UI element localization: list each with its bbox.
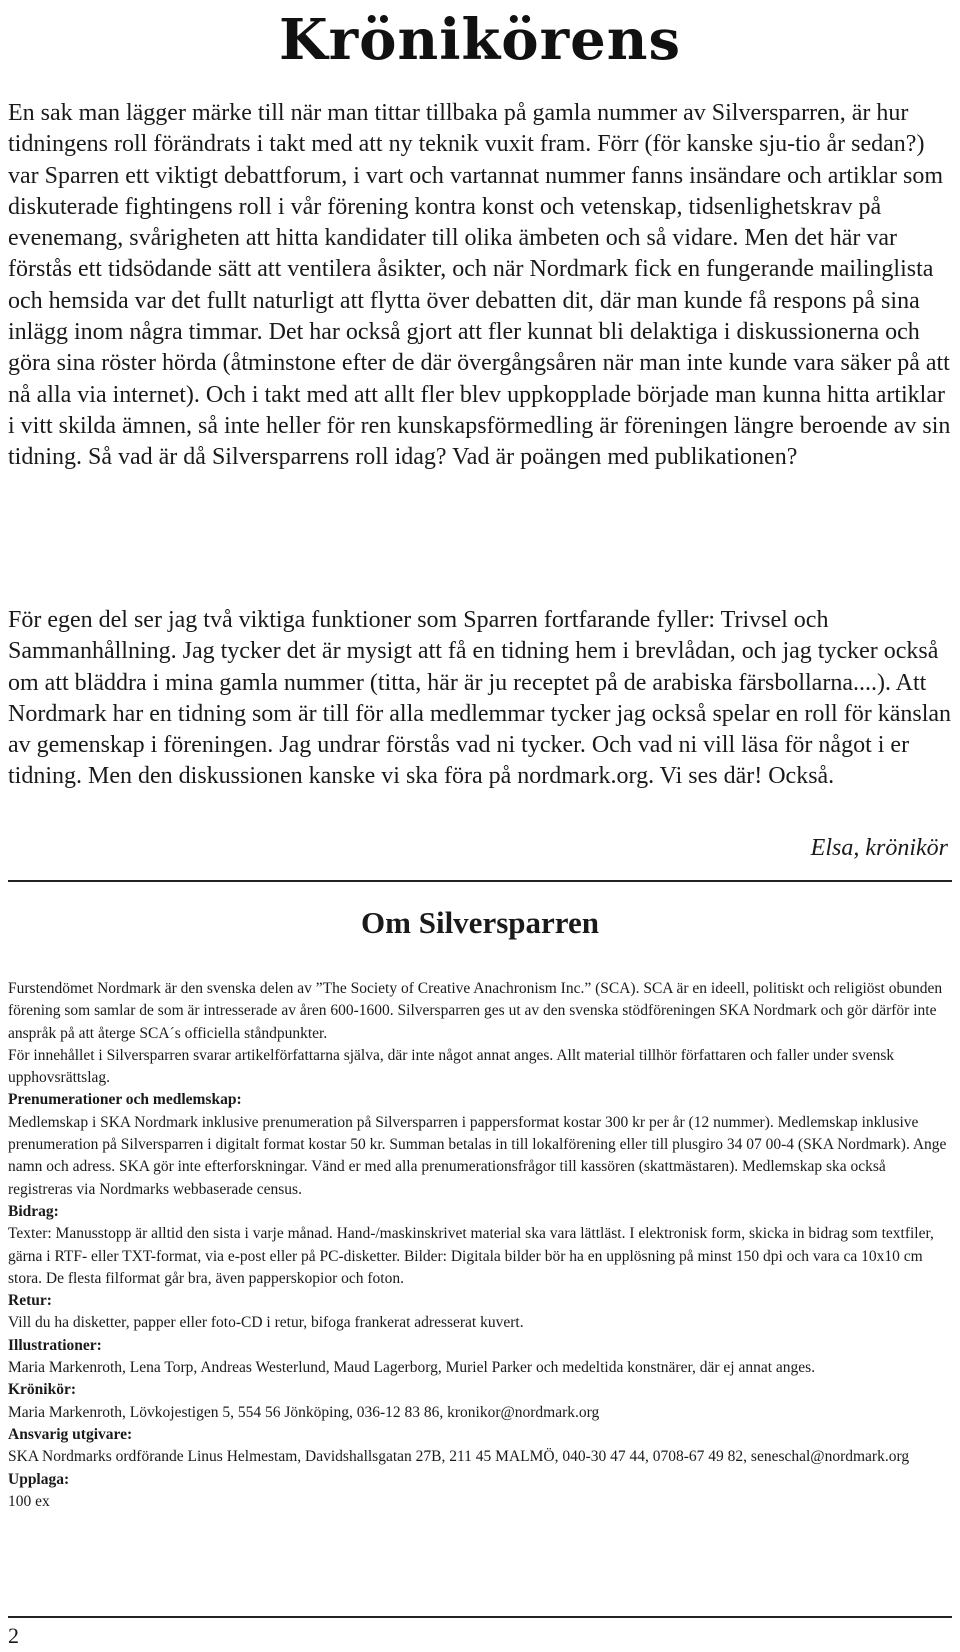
colophon-heading-chronicler: Krönikör: (8, 1381, 77, 1399)
chronicle-paragraph-1: En sak man lägger märke till när man tittar tillbaka på gamla nummer av Silversparren, är hur tidningens roll förändrats i takt med att ny teknik vuxit fram. Förr (för kanske sju-tio år sedan?) var Sparren ett viktigt debattforum, i vart och vartannat nummer fanns insändare och artiklar som diskuterade fightingens roll i vår förening kontra konst och vetenskap, tidsenlighetskrav på evenemang, svårigheten att hitta kandidater till olika ämbeten och så vidare. Men det här var förstås ett tidsödande sätt att ventilera åsikter, och när Nordmark fick en fungerande mailinglista och hemsida var det fullt naturligt att flytta över debatten dit, där man kunde få respons på sina inlägg inom några timmar. Det har också gjort att fler kunnat bli delaktiga i diskussionerna och göra sina röster hörda (åtminstone efter de där övergångsåren när man inte kunde vara säker på att nå alla via internet). Och i takt med att allt fler blev uppkopplade började man kunna hitta artiklar i vitt skilda ämnen, så inte heller för ren kunskapsförmedling är föreningen längre beroende av sin tidning. Så vad är då Silversparrens roll idag? Vad är poängen med publikationen? (8, 100, 951, 471)
colophon-intro: Furstendömet Nordmark är den svenska delen av ”The Society of Creative Anachronism Inc.” (SCA). SCA är en ideell, politiskt och religiöst obunden förening som samlar de som är intresserade av åren 600-1600. Silversparren ges ut av den svenska stödföreningen SKA Nordmark och gör därför inte anspråk på att återge SCA´s officiella ståndpunkter. (8, 980, 943, 1042)
colophon-copyright: För innehållet i Silversparren svarar artikelförfattarna själva, där inte något annat anges. Allt material tillhör författaren och faller under svensk upphovsrättslag. (8, 1046, 895, 1087)
chronicle-paragraph-2: För egen del ser jag två viktiga funktioner som Sparren fortfarande fyller: Trivsel och Sammanhållning. Jag tycker det är mysigt att få en tidning hem i brevlådan, och jag tycker också om att bläddra i mina gamla nummer (titta, här är ju receptet på de arabiska färsbollarna....). Att Nordmark har en tidning som är till för alla medlemmar tycker jag också spelar en roll för känslan av gemenskap i föreningen. Jag undrar förstås vad ni tycker. Och vad ni vill läsa för något i er tidning. Men den diskussionen kanske vi ska föra på nordmark.org. Vi ses där! Också. (8, 607, 952, 790)
divider-rule (8, 880, 952, 882)
chronicle-signature: Elsa, krönikör (810, 835, 948, 861)
colophon-text-chronicler: Maria Markenroth, Lövkojestigen 5, 554 56 Jönköping, 036-12 83 86, kronikor@nordmark.org (8, 1403, 600, 1421)
footer-rule (8, 1616, 952, 1618)
page-number: 2 (8, 1623, 19, 1648)
colophon-text-subscriptions: Medlemskap i SKA Nordmark inklusive prenumeration på Silversparren i pappersformat kostar 300 kr per år (12 nummer). Medlemskap inklusive prenumeration på Silversparren i digitalt format kostar 50 kr. Summan betalas in till lokalförening eller till plusgiro 34 07 00-4 (SKA Nordmark). Ange namn och adress. SKA gör inte efterforskningar. Vänd er med alla prenumerationsfrågor till kassören (skattmästaren). Medlemskap ska också registreras via Nordmarks webbaserade census. (8, 1113, 947, 1198)
colophon-heading-contributions: Bidrag: (8, 1202, 59, 1220)
colophon-text-contributions: Texter: Manusstopp är alltid den sista i varje månad. Hand-/maskinskrivet material ska vara lättläst. I elektronisk form, skicka in bidrag som textfiler, gärna i RTF- eller TXT-format, via e-post eller på PC-disketter. Bilder: Digitala bilder bör ha en upplösning på minst 150 dpi och vara ca 10x10 cm stora. De flesta filformat går bra, även papperskopior och foton. (8, 1225, 934, 1287)
colophon-heading-subscriptions: Prenumerationer och medlemskap: (8, 1091, 242, 1109)
colophon-text-circulation: 100 ex (8, 1492, 50, 1510)
section-heading: Om Silversparren (361, 905, 599, 940)
colophon-heading-illustrations: Illustrationer: (8, 1336, 102, 1354)
colophon-heading-returns: Retur: (8, 1292, 52, 1310)
colophon-heading-publisher: Ansvarig utgivare: (8, 1425, 133, 1443)
colophon-text-illustrations: Maria Markenroth, Lena Torp, Andreas Westerlund, Maud Lagerborg, Muriel Parker och medeltida konstnärer, där ej annat anges. (8, 1359, 816, 1377)
page-title: Krönikörens (278, 7, 682, 73)
colophon-text-returns: Vill du ha disketter, papper eller foto-CD i retur, bifoga frankerat adresserat kuvert. (8, 1314, 524, 1332)
colophon-heading-circulation: Upplaga: (8, 1470, 70, 1488)
colophon (8, 978, 952, 1513)
colophon-text-publisher: SKA Nordmarks ordförande Linus Helmestam, Davidshallsgatan 27B, 211 45 MALMÖ, 040-30 47 44, 0708-67 49 82, seneschal@nordmark.org (8, 1448, 910, 1466)
